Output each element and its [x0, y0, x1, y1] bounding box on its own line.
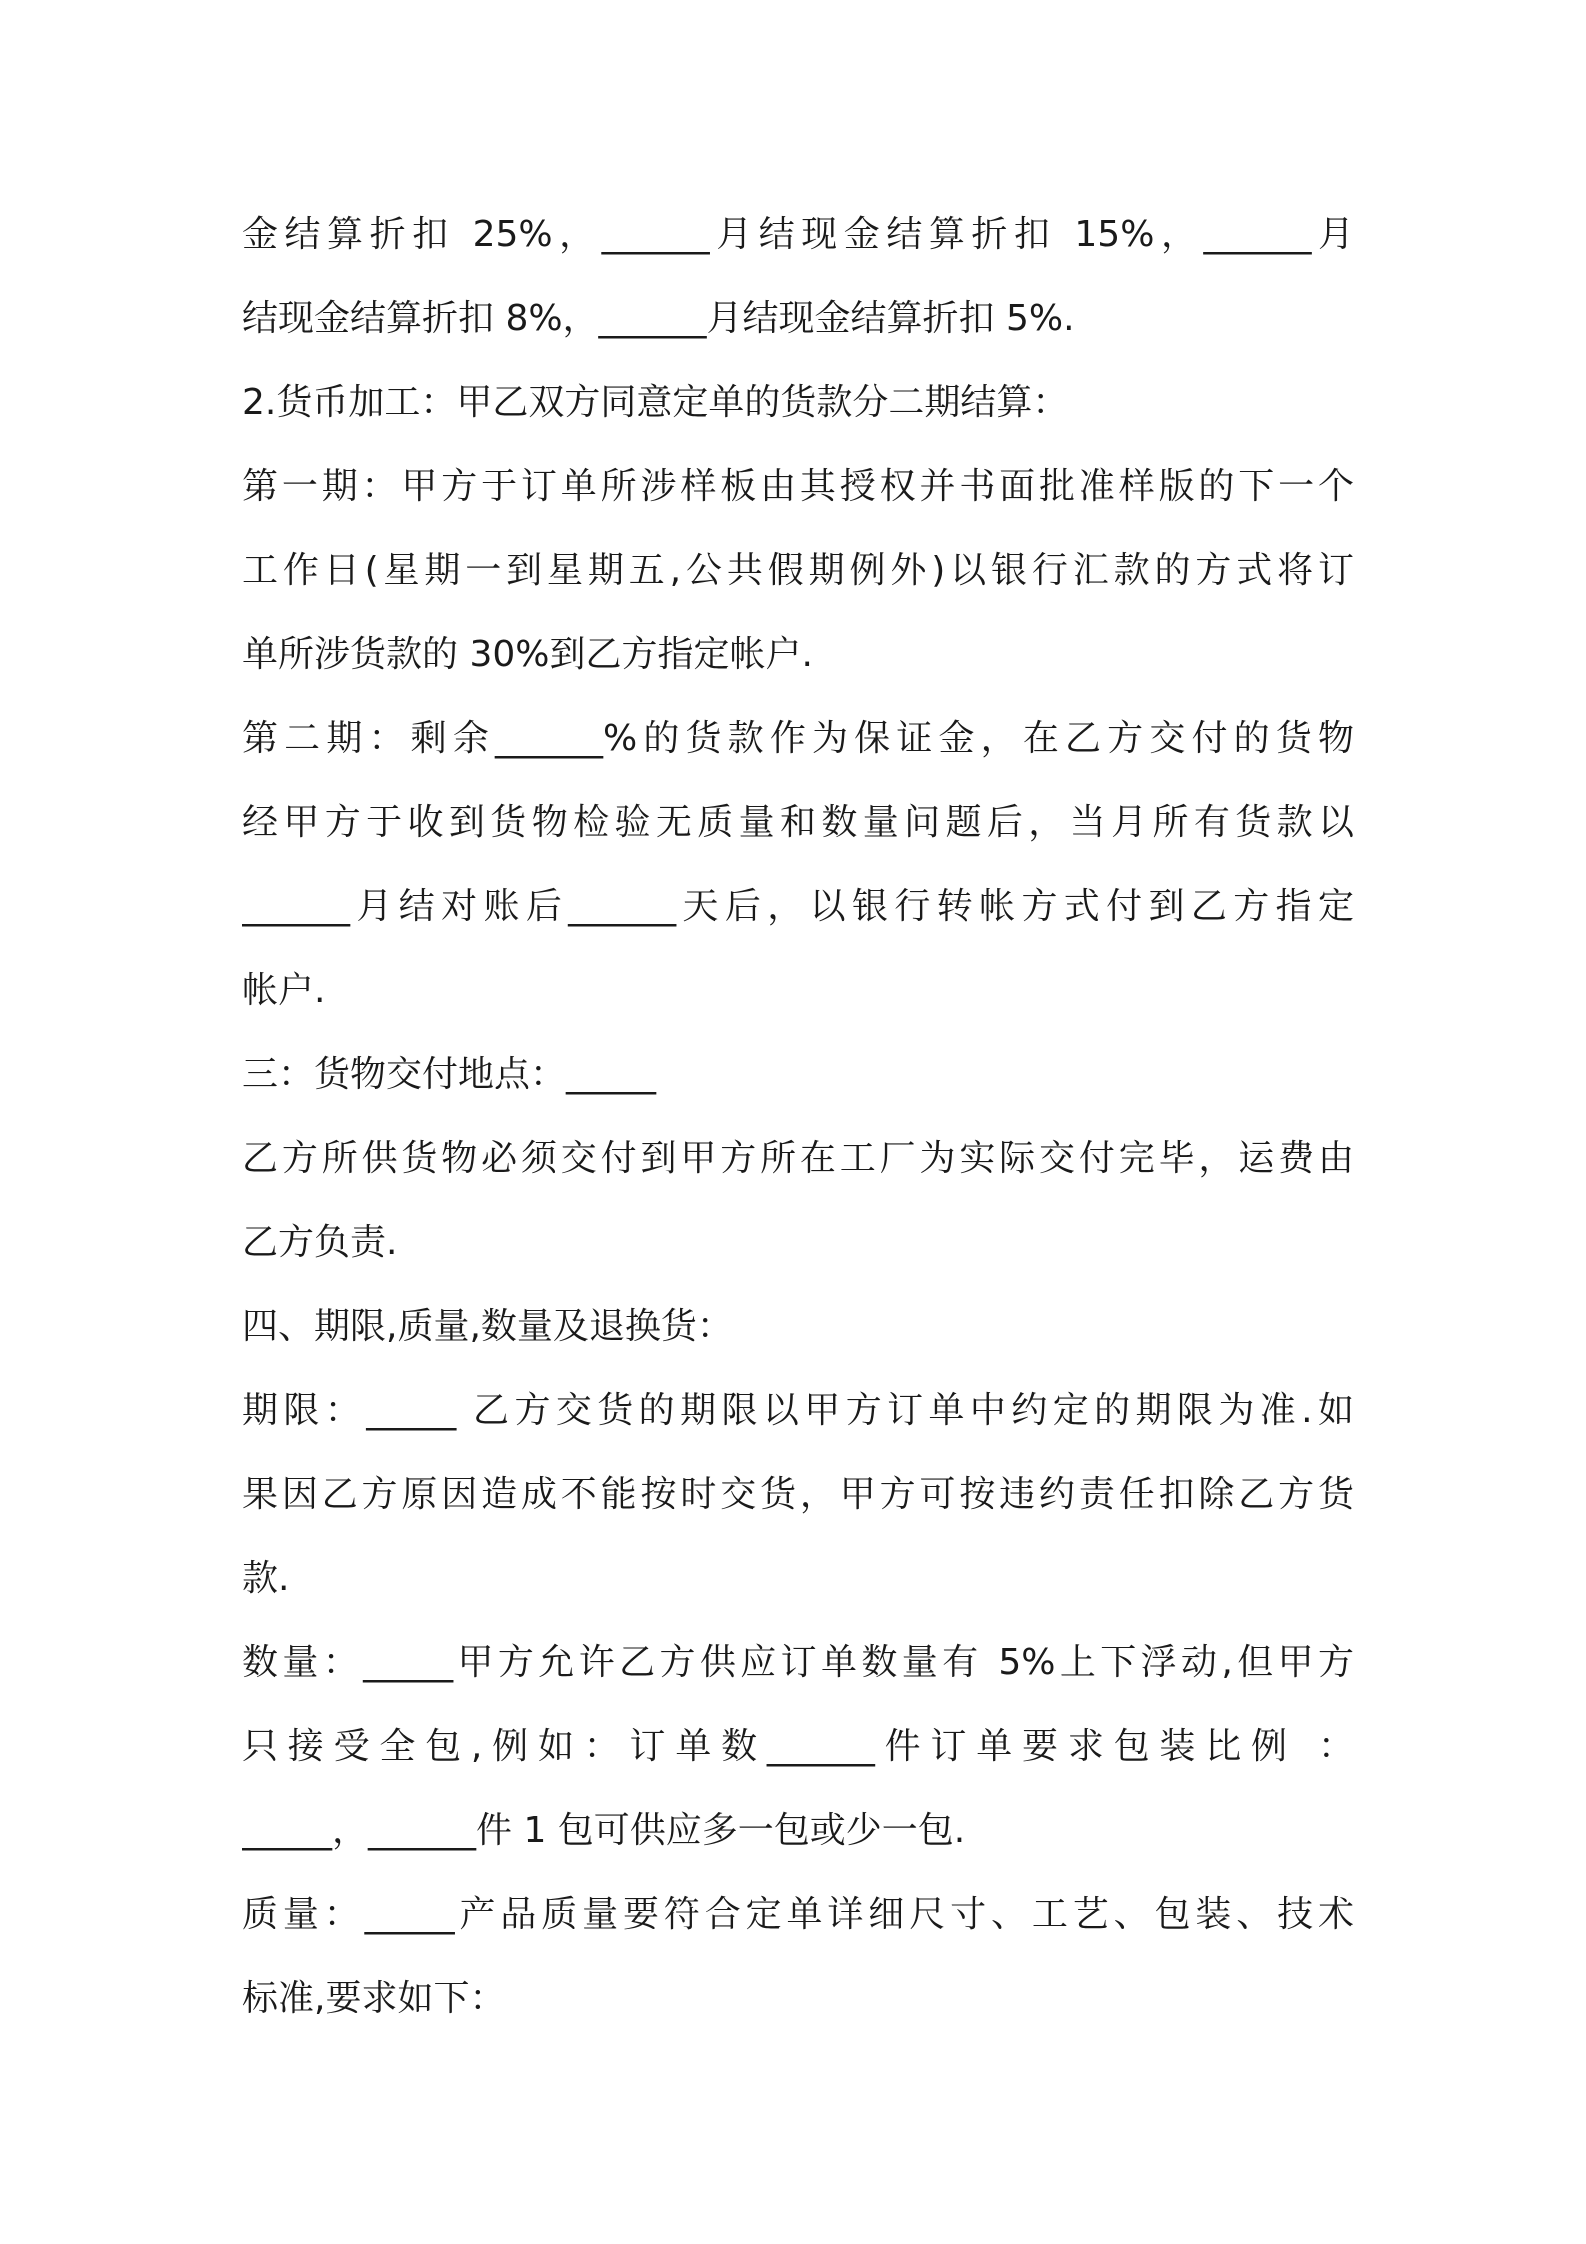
- paragraph-line: 工作日(星期一到星期五,公共假期例外)以银行汇款的方式将订: [242, 550, 1354, 591]
- paragraph-line: 果因乙方原因造成不能按时交货，甲方可按违约责任扣除乙方货: [242, 1474, 1354, 1515]
- paragraph-line: 乙方所供货物必须交付到甲方所在工厂为实际交付完毕，运费由: [242, 1138, 1354, 1179]
- paragraph-line: 单所涉货款的 30%到乙方指定帐户.: [242, 634, 813, 675]
- paragraph-line: 结现金结算折扣 8%，______月结现金结算折扣 5%.: [242, 298, 1075, 339]
- paragraph-line: 乙方负责.: [242, 1222, 398, 1263]
- paragraph-line: 数量：_____甲方允许乙方供应订单数量有 5%上下浮动,但甲方: [242, 1642, 1354, 1683]
- paragraph-line: ______月结对账后______天后，以银行转帐方式付到乙方指定: [242, 886, 1354, 927]
- section-heading-terms: 四、期限,质量,数量及退换货：: [242, 1306, 733, 1347]
- paragraph-line: 第二期：剩余______%的货款作为保证金，在乙方交付的货物: [242, 718, 1354, 759]
- paragraph-line: _____，______件 1 包可供应多一包或少一包.: [242, 1810, 966, 1851]
- paragraph-line: 期限：_____ 乙方交货的期限以甲方订单中约定的期限为准.如: [242, 1390, 1354, 1431]
- paragraph-line: 经甲方于收到货物检验无质量和数量问题后，当月所有货款以: [242, 802, 1354, 843]
- paragraph-line: 金结算折扣 25%，______月结现金结算折扣 15%，______月: [242, 214, 1354, 255]
- paragraph-line: 质量：_____产品质量要符合定单详细尺寸、工艺、包装、技术: [242, 1894, 1354, 1935]
- paragraph-line: 帐户.: [242, 970, 326, 1011]
- paragraph-line: 款.: [242, 1558, 290, 1599]
- document-body: [242, 193, 1354, 2041]
- section-heading-payment: 2.货币加工：甲乙双方同意定单的货款分二期结算：: [242, 382, 1069, 423]
- paragraph-line: 标准,要求如下：: [242, 1978, 506, 2019]
- paragraph-line: 只接受全包,例如：订单数______件订单要求包装比例 ：: [242, 1726, 1354, 1767]
- section-heading-delivery: 三：货物交付地点：_____: [242, 1054, 657, 1095]
- paragraph-line: 第一期：甲方于订单所涉样板由其授权并书面批准样版的下一个: [242, 466, 1354, 507]
